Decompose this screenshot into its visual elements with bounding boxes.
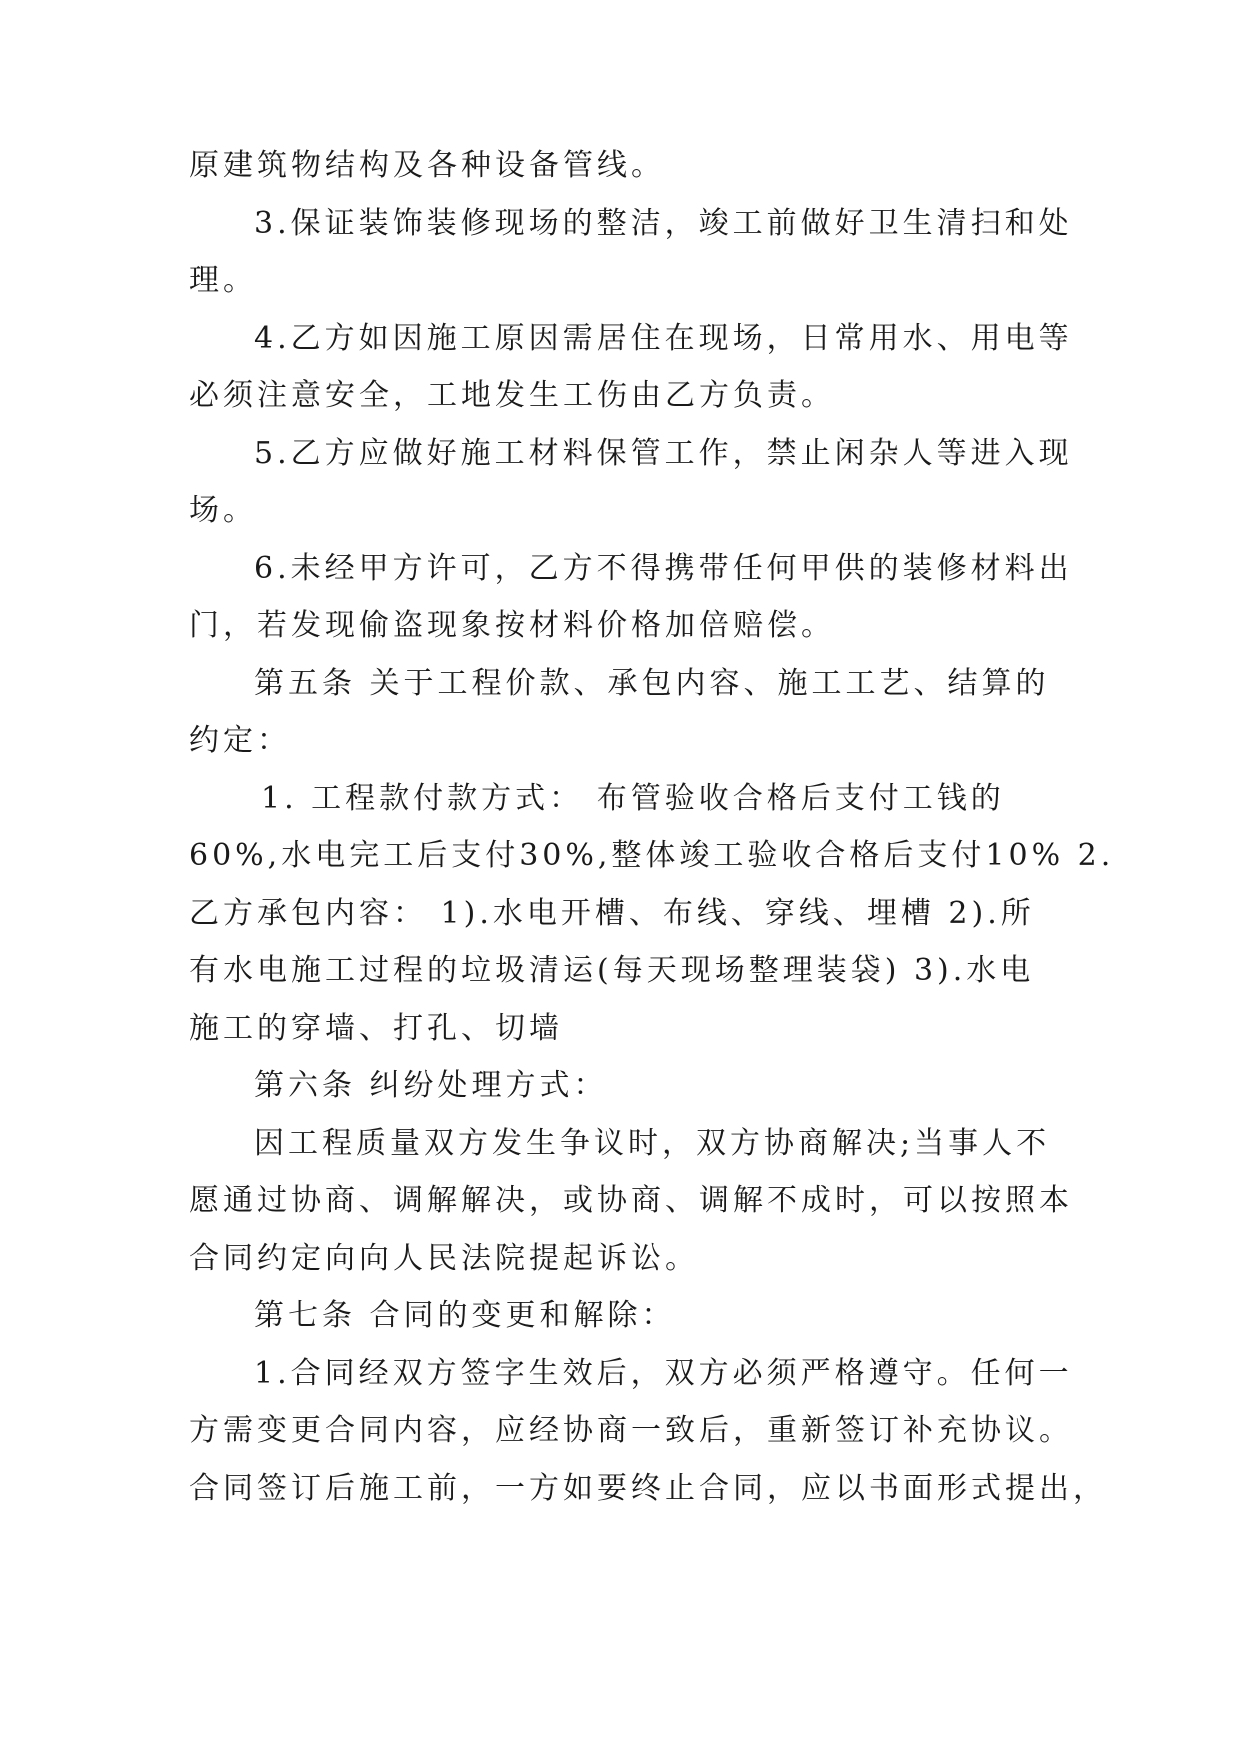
text-line: 愿通过协商、调解解决，或协商、调解不成时，可以按照本 xyxy=(189,1183,1073,1218)
text-line: 1. 工程款付款方式： 布管验收合格后支付工钱的 xyxy=(261,780,1005,816)
text-line: 约定： xyxy=(189,723,291,758)
text-line: 门，若发现偷盗现象按材料价格加倍赔偿。 xyxy=(189,608,835,643)
text-line: 方需变更合同内容，应经协商一致后，重新签订补充协议。 xyxy=(189,1413,1073,1448)
section-heading: 第七条 合同的变更和解除： xyxy=(254,1298,676,1333)
text-line: 60%,水电完工后支付30%,整体竣工验收合格后支付10% 2. xyxy=(189,838,1115,873)
text-line: 1.合同经双方签字生效后，双方必须严格遵守。任何一 xyxy=(254,1355,1073,1391)
section-heading: 第六条 纠纷处理方式： xyxy=(254,1068,608,1103)
text-line: 4.乙方如因施工原因需居住在现场，日常用水、用电等 xyxy=(254,320,1073,356)
document-page xyxy=(189,137,1115,1517)
text-line: 合同签订后施工前，一方如要终止合同，应以书面形式提出， xyxy=(189,1470,1107,1506)
text-line: 理。 xyxy=(189,263,257,298)
text-line: 施工的穿墙、打孔、切墙 xyxy=(189,1010,563,1046)
text-line: 因工程质量双方发生争议时，双方协商解决;当事人不 xyxy=(254,1125,1051,1161)
text-line: 原建筑物结构及各种设备管线。 xyxy=(189,148,665,183)
text-line: 合同约定向向人民法院提起诉讼。 xyxy=(189,1240,699,1276)
text-line: 必须注意安全，工地发生工伤由乙方负责。 xyxy=(189,378,835,413)
section-heading: 第五条 关于工程价款、承包内容、施工工艺、结算的 xyxy=(254,665,1050,701)
text-line: 6.未经甲方许可，乙方不得携带任何甲供的装修材料出 xyxy=(254,550,1073,586)
text-line: 5.乙方应做好施工材料保管工作，禁止闲杂人等进入现 xyxy=(254,435,1073,471)
text-line: 有水电施工过程的垃圾清运(每天现场整理装袋) 3).水电 xyxy=(189,953,1035,988)
text-line: 3.保证装饰装修现场的整洁，竣工前做好卫生清扫和处 xyxy=(254,205,1073,241)
text-line: 乙方承包内容： 1).水电开槽、布线、穿线、埋槽 2).所 xyxy=(189,895,1035,931)
text-line: 场。 xyxy=(189,493,257,528)
